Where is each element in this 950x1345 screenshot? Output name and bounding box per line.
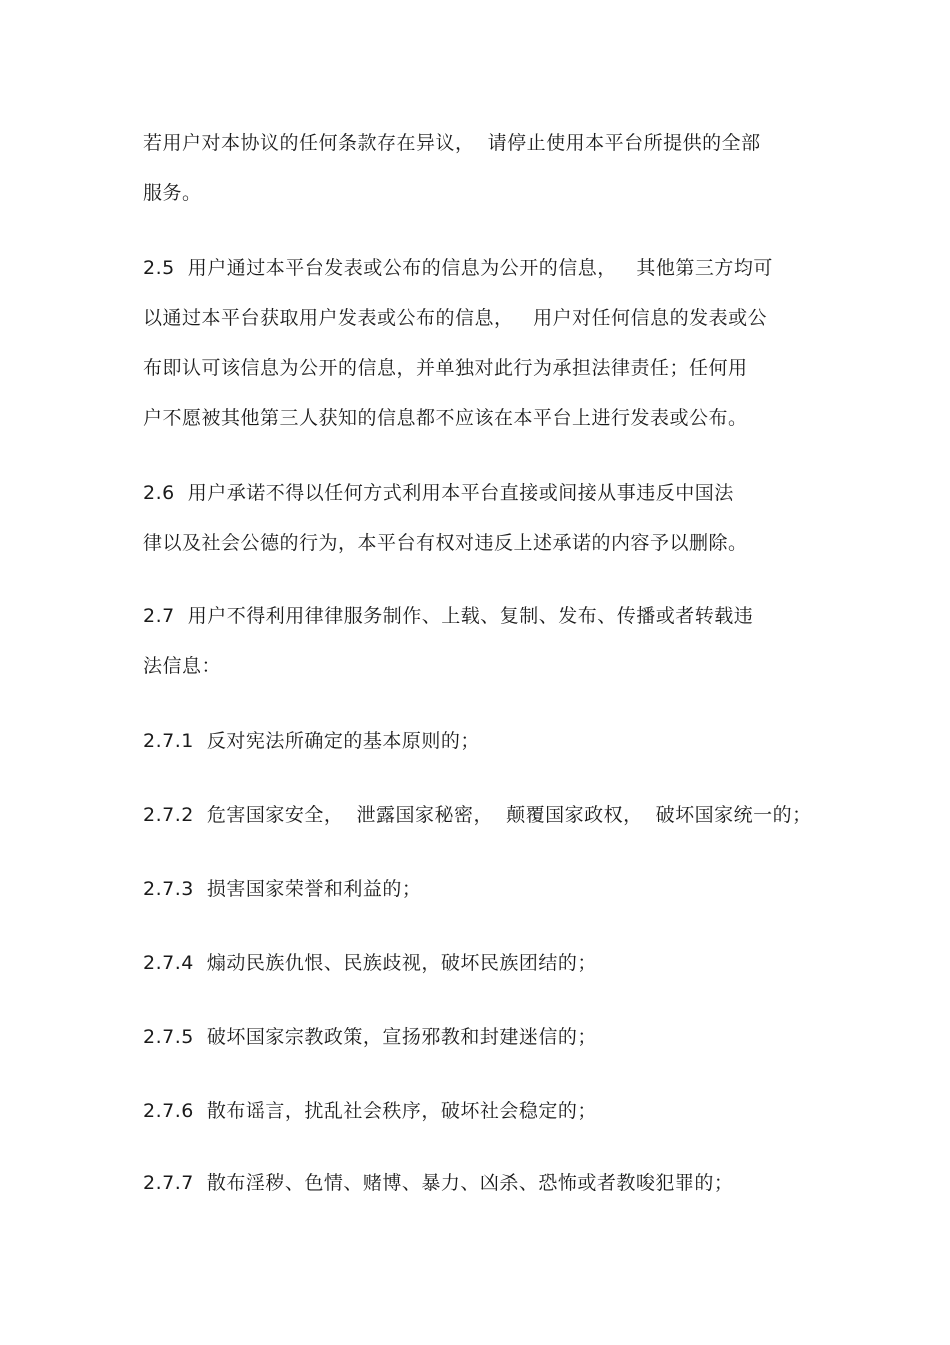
text-line: 若用户对本协议的任何条款存在异议， 请停止使用本平台所提供的全部	[143, 132, 761, 154]
clause-2-7-7: 2.7.7 散布淫秽、色情、赌博、暴力、凶杀、恐怖或者教唆犯罪的；	[143, 1172, 734, 1194]
text-line: 以通过本平台获取用户发表或公布的信息， 用户对任何信息的发表或公	[143, 307, 768, 329]
clause-2-7-2: 2.7.2 危害国家安全， 泄露国家秘密， 颠覆国家政权， 破坏国家统一的；	[143, 804, 812, 826]
text-line: 法信息：	[143, 655, 222, 677]
text-line: 服务。	[143, 182, 202, 204]
clause-2-6: 2.6 用户承诺不得以任何方式利用本平台直接或间接从事违反中国法	[143, 482, 734, 504]
clause-2-7-5: 2.7.5 破坏国家宗教政策，宣扬邪教和封建迷信的；	[143, 1026, 597, 1048]
text-line: 布即认可该信息为公开的信息，并单独对此行为承担法律责任；任何用	[143, 357, 748, 379]
text-line: 户不愿被其他第三人获知的信息都不应该在本平台上进行发表或公布。	[143, 407, 748, 429]
clause-2-7-3: 2.7.3 损害国家荣誉和利益的；	[143, 878, 422, 900]
clause-2-7-4: 2.7.4 煽动民族仇恨、民族歧视，破坏民族团结的；	[143, 952, 597, 974]
clause-2-7-6: 2.7.6 散布谣言，扰乱社会秩序，破坏社会稳定的；	[143, 1100, 597, 1122]
clause-2-7: 2.7 用户不得利用律律服务制作、上载、复制、发布、传播或者转载违	[143, 605, 754, 627]
clause-2-5: 2.5 用户通过本平台发表或公布的信息为公开的信息， 其他第三方均可	[143, 257, 773, 279]
clause-2-7-1: 2.7.1 反对宪法所确定的基本原则的；	[143, 730, 480, 752]
text-line: 律以及社会公德的行为，本平台有权对违反上述承诺的内容予以删除。	[143, 532, 748, 554]
